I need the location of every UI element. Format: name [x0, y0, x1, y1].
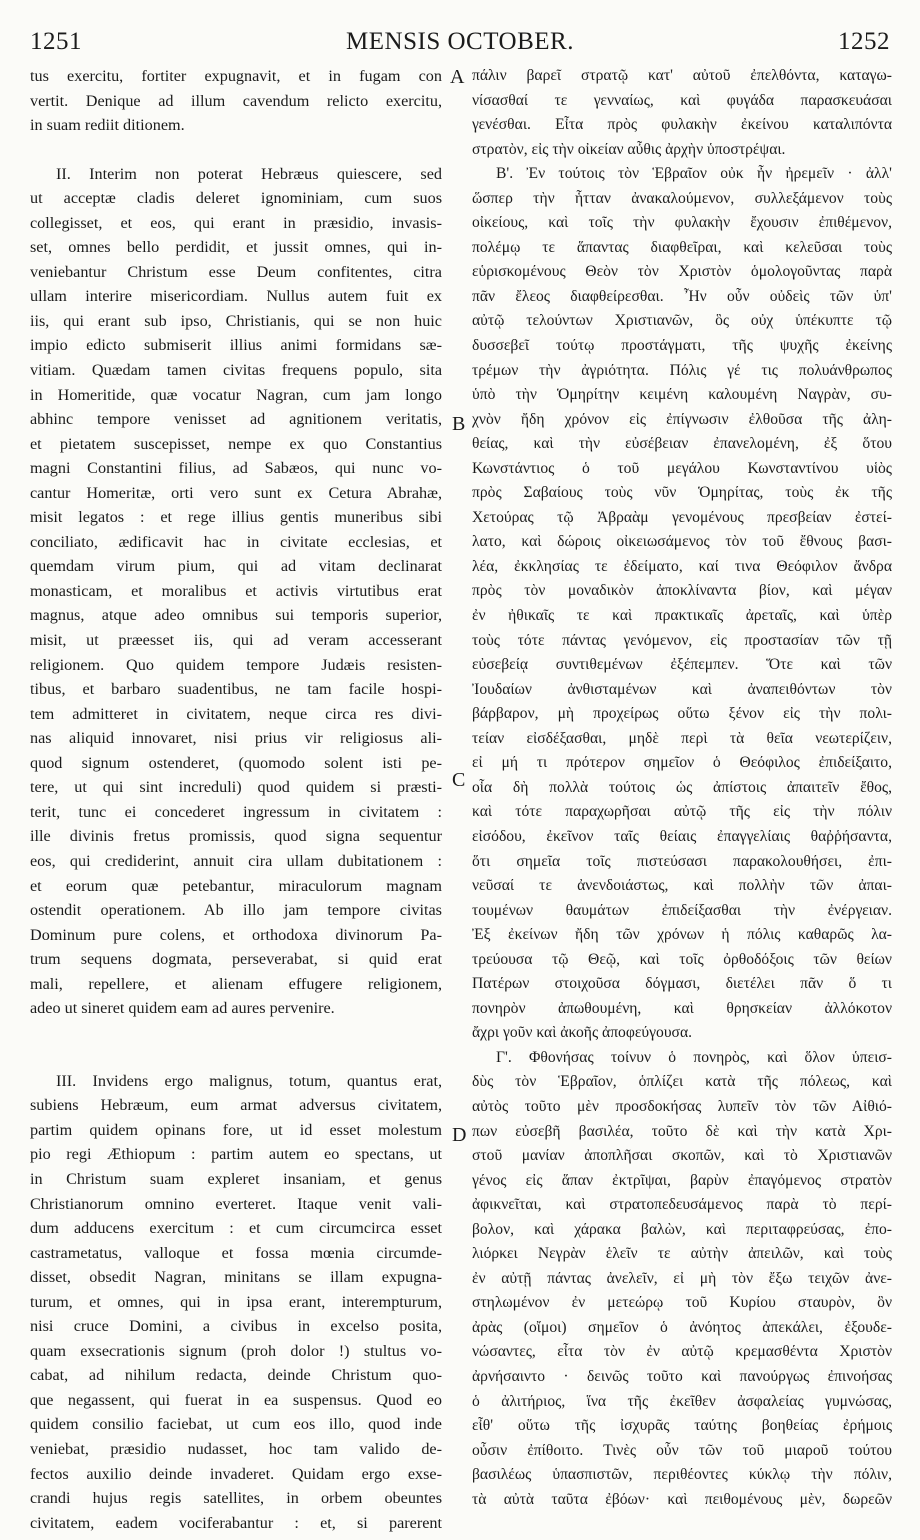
greek-line: Ἰουδαίων ἀνθισταμένων καὶ ἀναπειθόντων τὸν	[472, 680, 892, 698]
latin-line: tibus, et barbaro suadentibus, ne tam facile hospi-	[30, 680, 442, 699]
greek-line: πᾶν ἔλεος διαφθείρεσθαι. Ἦν οὖν οὐδεὶς τῶν ὑπ'	[472, 287, 892, 305]
greek-line: εὑρισκομένους Θεὸν τὸν Χριστὸν ὁμολογοῦντας παρὰ	[472, 263, 892, 281]
greek-line: βάρβαρον, μὴ προχείρως οὕτω ξένον εἰς τὴν πολι-	[472, 705, 892, 723]
running-title: MENSIS OCTOBER.	[346, 28, 574, 55]
greek-line: αὐτῷ τελούντων Χριστιανῶν, ὃς οὐχ ὑπέκυπτε τῷ	[472, 312, 892, 330]
latin-line: conciliato, ædificavit hac in civitate ecclesias, et	[30, 532, 442, 551]
latin-line: et eorum quæ petebantur, miraculorum magnam	[30, 876, 442, 895]
greek-line: καὶ τότε παραχωρῆσαι αὐτῷ τῆς εἰς τὴν πόλιν	[472, 803, 892, 821]
latin-line: que negassent, qui fuerat in ea suspensus. Quod eo	[30, 1390, 442, 1409]
latin-line: impio edicto submiserit illius animi formidans sæ-	[30, 336, 442, 355]
running-header	[30, 28, 890, 62]
greek-line: εἰ μή τι πρότερον σημεῖον ὁ Θεόφιλος ἐπιδείξαιτο,	[472, 754, 892, 772]
latin-line: terit, tunc ei concederet ingressum in civitatem :	[30, 802, 442, 821]
latin-line: subiens Hebræum, eum armat adversus civitatem,	[30, 1096, 442, 1115]
greek-line: πολέμῳ τε ἅπαντας διαφθεῖραι, καὶ κελεῦσαι τοὺς	[472, 238, 892, 256]
latin-line: castrametatus, valloque et fossa mœnia circumde-	[30, 1243, 442, 1262]
latin-line: ullam interire misericordiam. Nullus autem fuit ex	[30, 287, 442, 306]
latin-line: collegisset, et eos, qui erant in præsidio, invasis-	[30, 213, 442, 232]
latin-line: pio regi Æthiopum : partim autem eo spectans, ut	[30, 1145, 442, 1164]
latin-line: quemdam virum pium, qui ad vitam declinarat	[30, 557, 442, 576]
greek-line: ὥσπερ τὴν ἧτταν ἀνακαλούμενον, συλλεξάμενον τοὺς	[472, 189, 892, 207]
greek-line: πων εὐσεβῆ βασιλέα, τοῦτο δὲ καὶ τὴν κατὰ Χρι-	[472, 1122, 892, 1140]
latin-line: nisi cruce Domini, a civibus in excelso posita,	[30, 1317, 442, 1336]
greek-line: ἐν αὐτῇ πάντας ἀνελεῖν, εἰ μὴ τὸν ἔξω τειχῶν ἀνε-	[472, 1269, 892, 1287]
latin-line: mali, repellere, et alienam effugere religionem,	[30, 974, 442, 993]
latin-line: misit legatos : et rege illius gentis muneribus sibi	[30, 508, 442, 527]
latin-column	[30, 64, 442, 1535]
greek-line: λιόρκει Νεγρὰν ἑλεῖν τε αὐτὴν ἀπειλῶν, καὶ τοὺς	[472, 1245, 892, 1263]
latin-line: Christianorum omnino everteret. Itaque venit vali-	[30, 1194, 442, 1213]
greek-line: στοῦ μανίαν ἀποπλῆσαι σκοπῶν, καὶ τὸ Χριστιανῶν	[472, 1147, 892, 1165]
greek-line: δυσσεβεῖ τούτῳ προστάγματι, τῆς ψυχῆς ἐκείνης	[472, 337, 892, 355]
latin-line: ut acceptæ cladis deleret ignominiam, cum suos	[30, 189, 442, 208]
latin-line: in Homeritide, quæ vocatur Nagran, cum jam longo	[30, 385, 442, 404]
greek-line: τοὺς τότε πάντας γενόμενον, εἰς προστασίαν τῶν τῇ	[472, 631, 892, 649]
greek-line: Ἐξ ἐκείνων ἤδη τῶν χρόνων ἡ πόλις καθαρῶς λα-	[472, 926, 892, 944]
latin-line: dum adducens exercitum : et cum circumcirca esset	[30, 1219, 442, 1238]
latin-line: trum sequens dogmata, perseverabat, si quid erat	[30, 950, 442, 969]
greek-line: ἀρνήσαιντο · δεινῶς τοῦτο καὶ πανούργως ἐπινοήσας	[472, 1367, 892, 1385]
greek-line: ἀφικνεῖται, καὶ στρατοπεδευσάμενος παρὰ τὸ περί-	[472, 1196, 892, 1214]
latin-line: cabat, ad nihilum redacta, deinde Christum quo-	[30, 1366, 442, 1385]
latin-line: nas aliquid innovaret, nisi prius vir religiosus ali-	[30, 729, 442, 748]
greek-line: βασιλέως ὑπασπιστῶν, περιθέοντες κύκλῳ τὴν πόλιν,	[472, 1466, 892, 1484]
greek-line: ἄχρι γοῦν καὶ ἀκοῆς ἀποφεύγουσα.	[472, 1024, 693, 1042]
margin-marker-b: B	[452, 413, 466, 435]
latin-line: fectos auxilio deinde invaderet. Quidam ergo exse-	[30, 1464, 442, 1483]
latin-line: partim quidem opinans fore, ut id esset molestum	[30, 1120, 442, 1139]
latin-line: veniebat, præsidio nudasset, hoc tam valido de-	[30, 1439, 442, 1458]
latin-section-start: III. Invidens ergo malignus, totum, quantus erat,	[56, 1071, 442, 1090]
latin-line: disset, obsedit Nagran, minitans se illam expugna-	[30, 1268, 442, 1287]
latin-line: eos, qui crediderint, annuit cira ullam dubitationem :	[30, 851, 442, 870]
page-number-left: 1251	[30, 28, 82, 55]
greek-line: ὅτι σημεῖα τοῖς πιστεύσασι παρακολουθήσει, ἐπι-	[472, 852, 892, 870]
latin-line: iis, qui erant sub ipso, Christianis, qui se non huic	[30, 311, 442, 330]
greek-line: πρὸς τὸν μοναδικὸν ἀποκλίναντα βίον, καὶ μέγαν	[472, 582, 892, 600]
greek-line: οὖσιν ἐπίθοιτο. Τινὲς οὖν τῶν τοῦ μιαροῦ τούτου	[472, 1441, 892, 1459]
greek-line: γενέσθαι. Εἶτα πρὸς φυλακὴν ἐκείνου καταλιπόντα	[472, 116, 892, 134]
greek-line: ὁ ἀλιτήριος, ἵνα τῆς ἐκεῖθεν ἀσφαλείας γυμνώσας,	[472, 1392, 892, 1410]
latin-line: vertit. Denique ad illum cavendum relicto exercitu,	[30, 91, 442, 110]
greek-line: χνὸν ἤδη χρόνον εἰς ἐπίγνωσιν ἐλθοῦσα τῆς ἀλη-	[472, 410, 892, 428]
greek-line: στηλωμένον ἐν μετεώρῳ τοῦ Κυρίου σταυρὸν, ὃν	[472, 1294, 892, 1312]
latin-line: et pietatem suscepisset, nempe ex quo Constantius	[30, 434, 442, 453]
greek-line: τρεύουσα τῷ Θεῷ, καὶ τοῖς ὀρθοδόξοις τῶν θείων	[472, 950, 892, 968]
latin-line: ostendit operationem. Ab illo jam tempore civitas	[30, 901, 442, 920]
greek-line: τουμένων θαυμάτων ἐπιδείξασθαι τὴν ἐνέργειαν.	[472, 901, 892, 919]
greek-line: γένος εἰς ἅπαν ἐκτρῖψαι, βαρὺν ἐπαγόμενος στρατὸν	[472, 1171, 892, 1189]
margin-marker-a: A	[450, 66, 465, 88]
greek-column	[472, 64, 892, 1512]
latin-line: cantur Homeritæ, orti vero sunt ex Cetura Abrahæ,	[30, 483, 442, 502]
greek-line: Κωνστάντιος ὁ τοῦ μεγάλου Κωνσταντίνου υἱὸς	[472, 459, 892, 477]
latin-line: civitatem, eadem vociferabantur : et, si parerent	[30, 1513, 442, 1532]
greek-line: Χετούρας τῷ Ἀβραὰμ γενομένους πρεσβείαν ἐστεί-	[472, 508, 892, 526]
greek-line: οἷα δὴ πολλὰ τούτοις ὡς ἀπίστοις ἀπαιτεῖν ἔθος,	[472, 778, 892, 796]
latin-section-start: II. Interim non poterat Hebræus quiescere, sed	[56, 164, 442, 183]
greek-line: νεῦσαί τε ἀνενδοιάστως, καὶ πολλὴν τῶν ἀπαι-	[472, 877, 892, 895]
greek-line: πρὸς Σαβαίους τοὺς νῦν Ὁμηρίτας, τοὺς ἐκ τῆς	[472, 484, 892, 502]
greek-line: λατο, καὶ δώροις οἰκειωσάμενος τὸν τοῦ ἔθνους βασι-	[472, 533, 892, 551]
latin-line: monasticam, et moralibus et activis virtutibus erat	[30, 581, 442, 600]
greek-line: πονηρὸν ἀπωθουμένη, καὶ θρησκείαν ἀλλόκοτον	[472, 999, 892, 1017]
margin-marker-d: D	[452, 1124, 467, 1146]
latin-line: in suam rediit ditionem.	[30, 116, 185, 135]
greek-line: δὺς τὸν Ἑβραῖον, ὁπλίζει κατὰ τῆς πόλεως, καὶ	[472, 1073, 892, 1091]
greek-line: Πατέρων στοιχοῦσα δόγμασι, διετέλει πᾶν ὅ τι	[472, 975, 892, 993]
greek-line: νώσαντες, εἶτα τὸν ἐν αὐτῷ κρεμασθέντα Χριστὸν	[472, 1343, 892, 1361]
latin-line: turum, et omnes, qui in ipsa erant, interempturum,	[30, 1292, 442, 1311]
greek-section-start: Β'. Ἐν τούτοις τὸν Ἑβραῖον οὐκ ἦν ἠρεμεῖν · ἀλλ'	[496, 165, 892, 183]
greek-line: εὐσεβείᾳ συντιθεμένων ἐξέπεμπεν. Ὅτε καὶ τῶν	[472, 656, 892, 674]
greek-line: τείαν εἰσδέξασθαι, μηδὲ περὶ τὰ θεῖα νεωτερίζειν,	[472, 729, 892, 747]
greek-line: ἀρὰς (οἴμοι) σημεῖον ὁ ἀνόητος ἀπεκάλει, ἐξουδε-	[472, 1318, 892, 1336]
page-number-right: 1252	[838, 28, 890, 55]
latin-line: abhinc tempore venisset ad agnitionem veritatis,	[30, 410, 442, 429]
latin-line: set, omnes bello perdidit, et jussit omnes, qui in-	[30, 238, 442, 257]
greek-section-start: Γ'. Φθονήσας τοίνυν ὁ πονηρὸς, καὶ ὅλον ὑπεισ-	[496, 1048, 892, 1066]
greek-line: οἰκείους, καὶ τοῖς τὴν φυλακὴν ἔχουσιν ἐπιθέμενον,	[472, 214, 892, 232]
latin-line: Dominum pure colens, et orthodoxa divinorum Pa-	[30, 925, 442, 944]
latin-line: crandi hujus regis satellites, in orbem obeuntes	[30, 1489, 442, 1508]
latin-line: tere, ut qui sint increduli) quod quidem si præsti-	[30, 778, 442, 797]
greek-line: στρατὸν, εἰς τὴν οἰκείαν αὖθις ἀρχὴν ὑποστρέψαι.	[472, 140, 786, 158]
greek-line: αὐτὸς τοῦτο μὲν προσδοκήσας λυπεῖν τὸν τῶν Αἰθιό-	[472, 1097, 892, 1115]
latin-line: vitiam. Quædam tamen civitas frequens populo, sita	[30, 361, 442, 380]
latin-line: magni Constantini filius, ad Sabæos, qui nunc vo-	[30, 459, 442, 478]
margin-marker-c: C	[452, 769, 466, 791]
greek-line: λέα, ἐκκλησίας τε ἐδείματο, καί τινα Θεόφιλον ἄνδρα	[472, 557, 892, 575]
latin-line: tus exercitu, fortiter expugnavit, et in fugam con	[30, 67, 442, 85]
latin-line: in Christum suam expleret insaniam, et genus	[30, 1169, 442, 1188]
greek-line: τὰ αὐτὰ ταῦτα ἐβόων· καὶ πειθομένους μὲν, δωρεῶν	[472, 1490, 892, 1508]
greek-line: ὑπὸ τὴν Ὁμηρίτην κειμένη καλουμένη Ναγρὰν, συ-	[472, 386, 892, 404]
greek-line: εἰσόδου, ἐκεῖνον ταῖς θείαις ἐπαγγελίαις θαῤῥήσαντα,	[472, 827, 892, 845]
latin-line: quod signum ostenderet, (quomodo solent isti pe-	[30, 753, 442, 772]
latin-line: adeo ut sineret quidem eam ad aures pervenire.	[30, 999, 335, 1018]
latin-line: quam exsecrationis signum (proh dolor !) stultus vo-	[30, 1341, 442, 1360]
greek-line: νίσασθαί τε γενναίως, καὶ φυγάδα παρασκευάσαι	[472, 91, 892, 109]
latin-line: ille divinis fretus promissis, quod signa sequentur	[30, 827, 442, 846]
greek-line: πάλιν βαρεῖ στρατῷ κατ' αὐτοῦ ἐπελθόντα, καταγω-	[472, 67, 892, 84]
latin-line: magnus, atque adeo omnibus sui temporis superior,	[30, 606, 442, 625]
latin-line: veniebantur Christum esse Deum confitentes, citra	[30, 262, 442, 281]
latin-line: tem admitteret in civitatem, neque circa res divi-	[30, 704, 442, 723]
greek-line: εἶθ' οὕτω τῆς ἰσχυρᾶς ταύτης βοηθείας ἐρήμοις	[472, 1417, 892, 1435]
greek-line: τρέμων τὴν ἀγριότητα. Πόλις γέ τις πολυάνθρωπος	[472, 361, 892, 379]
latin-line: quidem consilio faciebat, ut cum eos illo, quod inde	[30, 1415, 442, 1434]
latin-line: misit, ut præesset iis, qui ad veram accesserant	[30, 631, 442, 650]
latin-line: religionem. Quo quidem tempore Judæis resisten-	[30, 655, 442, 674]
greek-line: βολον, καὶ χάρακα βαλὼν, καὶ περιταφρεύσας, ἐπο-	[472, 1220, 892, 1238]
greek-line: ἐν ἠθικαῖς τε καὶ πρακτικαῖς ἀρεταῖς, καὶ ὑπὲρ	[472, 607, 892, 625]
greek-line: θείας, καὶ τὴν εὐσέβειαν ἐπανελομένη, ἐξ ὅτου	[472, 435, 892, 453]
